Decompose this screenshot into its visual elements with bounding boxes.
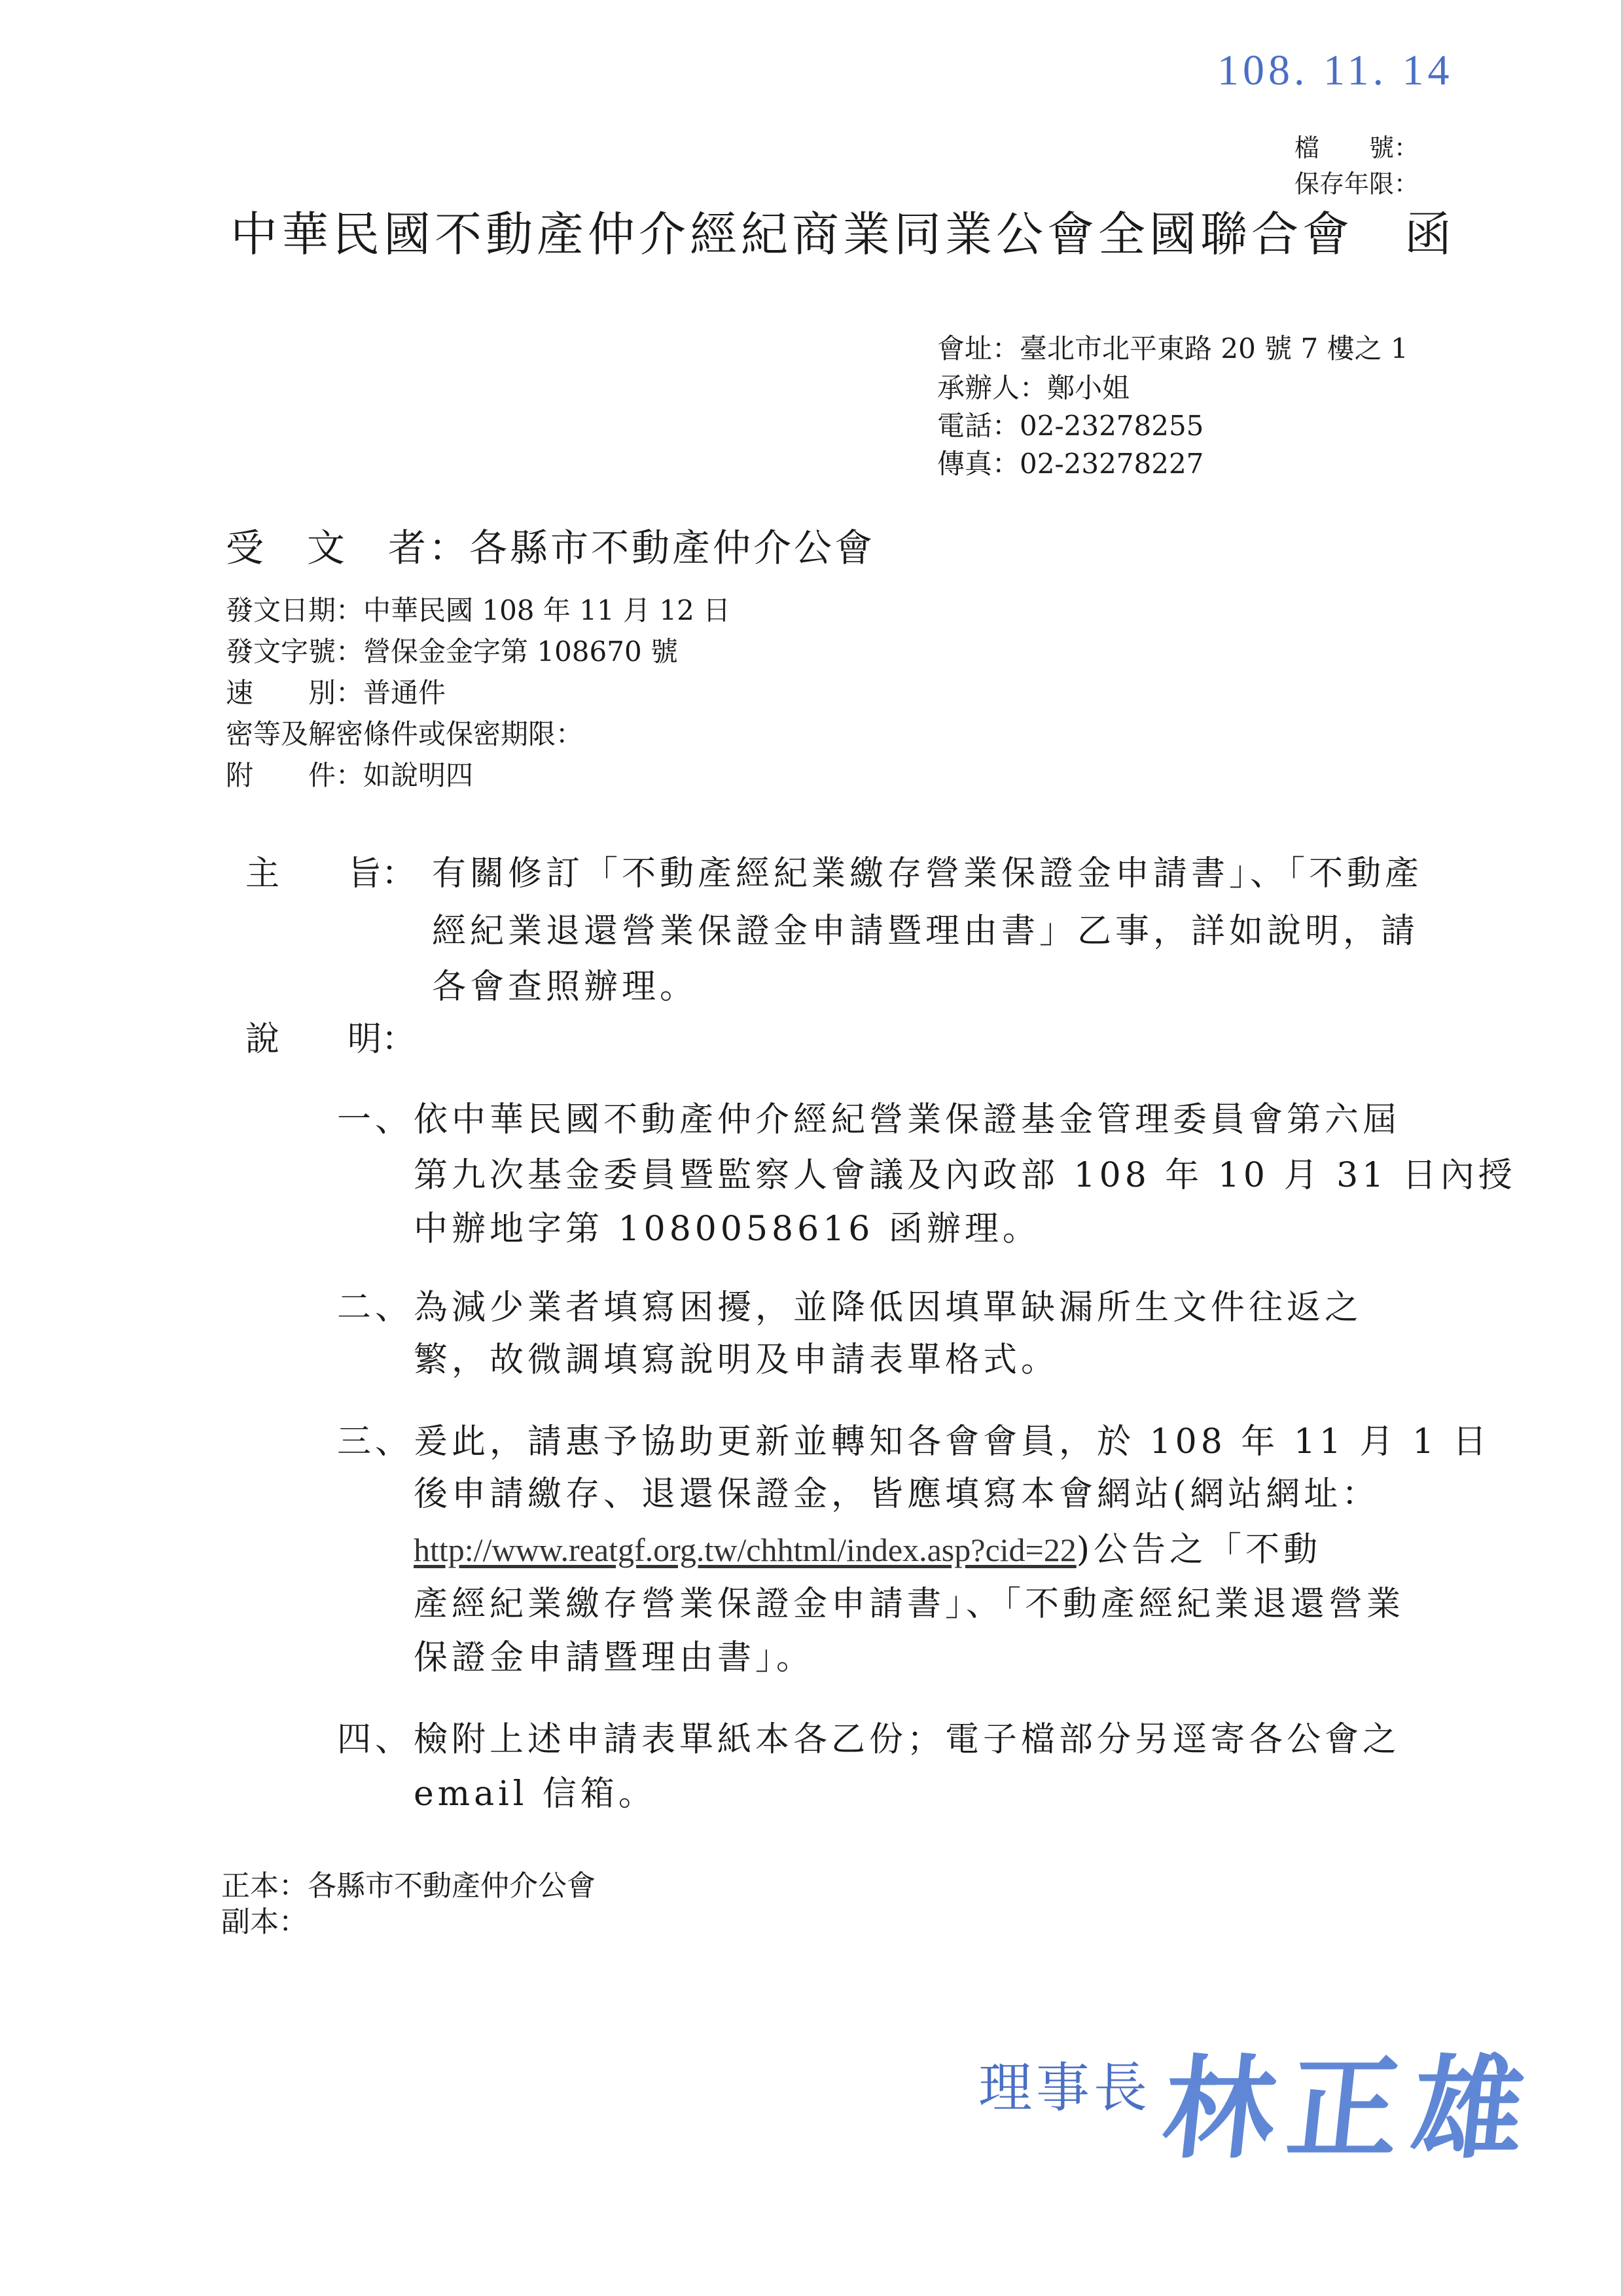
explanation-label: 說 明： bbox=[245, 1020, 416, 1059]
secrecy-level: 密等及解密條件或保密期限： bbox=[226, 718, 584, 750]
item-marker: 二、 bbox=[337, 1288, 414, 1327]
item-line: 後申請繳存、退還保證金，皆應填寫本會網站(網站網址： bbox=[414, 1475, 1380, 1514]
cc-recipient: 副本： bbox=[221, 1905, 308, 1939]
recipient: 受 文 者：各縣市不動產仲介公會 bbox=[226, 526, 876, 570]
item-line: 爰此，請惠予協助更新並轉知各會會員，於 108 年 11 月 1 日 bbox=[414, 1422, 1491, 1462]
item-line: 繁，故微調填寫說明及申請表單格式。 bbox=[414, 1340, 1060, 1380]
item-line: 為減少業者填寫困擾，並降低因填單缺漏所生文件往返之 bbox=[414, 1288, 1363, 1327]
subject-line: 各會查照辦理。 bbox=[432, 967, 698, 1007]
item-line: email 信箱。 bbox=[414, 1774, 656, 1814]
contact-fax: 傳真：02-23278227 bbox=[937, 448, 1204, 480]
item-line-continuation: )公告之「不動 bbox=[1076, 1530, 1322, 1570]
signature-seal: 林正雄 bbox=[1156, 2043, 1544, 2174]
retention-period-label: 保存年限： bbox=[1294, 170, 1419, 198]
received-date-stamp: 108. 11. 14 bbox=[1217, 46, 1454, 94]
item-line: 中辦地字第 1080058616 函辦理。 bbox=[414, 1210, 1041, 1249]
subject-line: 經紀業退還營業保證金申請暨理由書」乙事，詳如說明，請 bbox=[432, 912, 1419, 951]
document-title: 中華民國不動產仲介經紀商業同業公會全國聯合會 函 bbox=[230, 207, 1456, 262]
website-link[interactable]: http://www.reatgf.org.tw/chhtml/index.asp?cid=22 bbox=[414, 1532, 1077, 1568]
item-line: 第九次基金委員暨監察人會議及內政部 108 年 10 月 31 日內授 bbox=[414, 1156, 1516, 1195]
item-line: 保證金申請暨理由書」。 bbox=[414, 1638, 815, 1677]
original-recipient: 正本：各縣市不動產仲介公會 bbox=[221, 1869, 596, 1903]
item-marker: 四、 bbox=[337, 1720, 414, 1759]
contact-address: 會址：臺北市北平東路 20 號 7 樓之 1 bbox=[937, 332, 1408, 365]
file-number-label: 檔 號： bbox=[1294, 134, 1419, 162]
document-number: 發文字號：營保金金字第 108670 號 bbox=[226, 636, 679, 668]
contact-phone: 電話：02-23278255 bbox=[937, 410, 1204, 442]
item-line: 依中華民國不動產仲介經紀營業保證基金管理委員會第六屆 bbox=[414, 1100, 1401, 1139]
signer-title: 理事長 bbox=[978, 2057, 1152, 2119]
delivery-speed: 速 別：普通件 bbox=[226, 677, 446, 709]
attachment: 附 件：如說明四 bbox=[226, 759, 474, 791]
contact-handler: 承辦人：鄭小姐 bbox=[937, 372, 1130, 404]
item-marker: 一、 bbox=[337, 1100, 414, 1139]
item-marker: 三、 bbox=[337, 1422, 414, 1462]
subject-label: 主 旨： bbox=[245, 854, 416, 893]
subject-line: 有關修訂「不動產經紀業繳存營業保證金申請書」、「不動產 bbox=[432, 854, 1423, 893]
item-line: 檢附上述申請表單紙本各乙份；電子檔部分另逕寄各公會之 bbox=[414, 1720, 1401, 1759]
issue-date: 發文日期：中華民國 108 年 11 月 12 日 bbox=[226, 594, 731, 626]
item-line: 產經紀業繳存營業保證金申請書」、「不動產經紀業退還營業 bbox=[414, 1585, 1405, 1624]
